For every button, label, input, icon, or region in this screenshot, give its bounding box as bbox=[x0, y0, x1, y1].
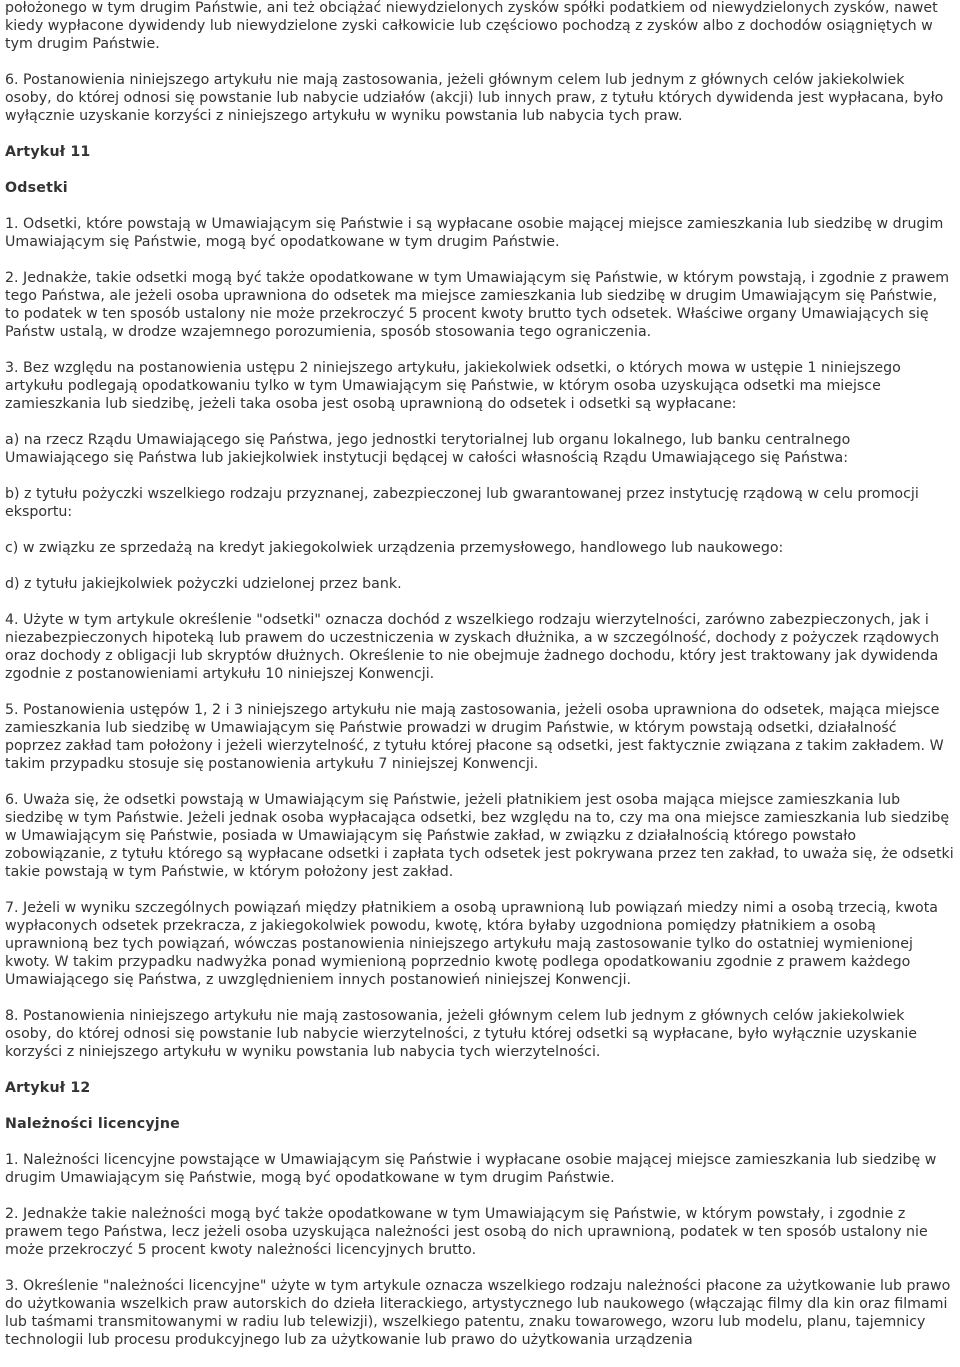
article-11-number: Artykuł 11 bbox=[5, 144, 91, 160]
article-12-paragraph-1: 1. Należności licencyjne powstające w Umawiającym się Państwie i wypłacane osobie mającej miejsce zamieszkania lub siedzibę w drugim Umawiającym się Państwie, mogą być opodatkowane w tym drugim Państwie. bbox=[5, 1152, 937, 1186]
article-12-title: Należności licencyjne bbox=[5, 1116, 180, 1132]
article-11-paragraph-8: 8. Postanowienia niniejszego artykułu nie mają zastosowania, jeżeli głównym celem lub jednym z głównych celów jakiekolwiek osoby, do której odnosi się powstanie lub nabycie wierzytelności, z tytułu której odsetki są wypłacane, było wyłącznie uzyskanie korzyści z niniejszego artykułu w wyniku powstania lub nabycia tych wierzytelności. bbox=[5, 1008, 918, 1060]
paragraph-dividends-6: 6. Postanowienia niniejszego artykułu nie mają zastosowania, jeżeli głównym celem lub jednym z głównych celów jakiekolwiek osoby, do której odnosi się powstanie lub nabycie udziałów (akcji) lub innych praw, z tytułu których dywidenda jest wypłacana, było wyłącznie uzyskanie korzyści z niniejszego artykułu w wyniku powstania lub nabycia tych praw. bbox=[5, 72, 944, 124]
article-11-paragraph-5: 5. Postanowienia ustępów 1, 2 i 3 niniejszego artykułu nie mają zastosowania, jeżeli osoba uprawniona do odsetek, mająca miejsce zamieszkania lub siedzibę w Umawiającym się Państwie prowadzi w drugim Państwie, w którym powstają odsetki, działalność poprzez zakład tam położony i jeżeli wierzytelność, z tytułu której płacone są odsetki, jest faktycznie związana z takim zakładem. W takim przypadku stosuje się postanowienia artykułu 7 niniejszej Konwencji. bbox=[5, 702, 944, 772]
article-11-point-a: a) na rzecz Rządu Umawiającego się Państwa, jego jednostki terytorialnej lub organu lokalnego, lub banku centralnego Umawiającego się Państwa lub jakiejkolwiek instytucji będącej w całości własnością Rządu Umawiającego się Państwa: bbox=[5, 432, 851, 466]
article-11-paragraph-7: 7. Jeżeli w wyniku szczególnych powiązań między płatnikiem a osobą uprawnioną lub powiązań miedzy nimi a osobą trzecią, kwota wypłaconych odsetek przekracza, z jakiegokolwiek powodu, kwotę, która byłaby uzgodniona pomiędzy płatnikiem a osobą uprawnioną bez tych powiązań, wówczas postanowienia niniejszego artykułu mają zastosowanie tylko do ostatniej wymienionej kwoty. W takim przypadku nadwyżka ponad wymienioną poprzednio kwotę podlega opodatkowaniu zgodnie z prawem każdego Umawiającego się Państwa, z uwzględnieniem innych postanowień niniejszej Konwencji. bbox=[5, 900, 938, 988]
article-12-paragraph-2: 2. Jednakże takie należności mogą być także opodatkowane w tym Umawiającym się Państwie, w którym powstały, i zgodnie z prawem tego Państwa, lecz jeżeli osoba uzyskująca należności jest osobą do nich uprawnioną, podatek w ten sposób ustalony nie może przekroczyć 5 procent kwoty należności licencyjnych brutto. bbox=[5, 1206, 928, 1258]
article-11-title: Odsetki bbox=[5, 180, 68, 196]
article-11-point-b: b) z tytułu pożyczki wszelkiego rodzaju przyznanej, zabezpieczonej lub gwarantowanej przez instytucję rządową w celu promocji eksportu: bbox=[5, 486, 919, 520]
article-11-paragraph-2: 2. Jednakże, takie odsetki mogą być także opodatkowane w tym Umawiającym się Państwie, w którym powstają, i zgodnie z prawem tego Państwa, ale jeżeli osoba uprawniona do odsetek ma miejsce zamieszkania lub siedzibę w drugim Umawiającym się Państwie, to podatek w ten sposób ustalony nie może przekroczyć 5 procent kwoty brutto tych odsetek. Właściwe organy Umawiających się Państw ustalą, w drodze wzajemnego porozumienia, sposób stosowania tego ograniczenia. bbox=[5, 270, 950, 340]
article-11-point-c: c) w związku ze sprzedażą na kredyt jakiegokolwiek urządzenia przemysłowego, handlowego lub naukowego: bbox=[5, 540, 784, 556]
article-12-number: Artykuł 12 bbox=[5, 1080, 91, 1096]
article-11-paragraph-1: 1. Odsetki, które powstają w Umawiającym się Państwie i są wypłacane osobie mającej miejsce zamieszkania lub siedzibę w drugim Umawiającym się Państwie, mogą być opodatkowane w tym drugim Państwie. bbox=[5, 216, 944, 250]
article-11-paragraph-3: 3. Bez względu na postanowienia ustępu 2 niniejszego artykułu, jakiekolwiek odsetki, o których mowa w ustępie 1 niniejszego artykułu podlegają opodatkowaniu tylko w tym Umawiającym się Państwie, w którym osoba uzyskująca odsetki ma miejsce zamieszkania lub siedzibę, jeżeli taka osoba jest osobą uprawnioną do odsetek i odsetki są wypłacane: bbox=[5, 360, 901, 412]
article-12-paragraph-3: 3. Określenie "należności licencyjne" użyte w tym artykule oznacza wszelkiego rodzaju należności płacone za użytkowanie lub prawo do użytkowania wszelkich praw autorskich do dzieła literackiego, artystycznego lub naukowego (włączając filmy dla kin oraz filmami lub taśmami transmitowanymi w radiu lub telewizji), wszelkiego patentu, znaku towarowego, wzoru lub modelu, planu, tajemnicy technologii lub procesu produkcyjnego lub za użytkowanie lub prawo do użytkowania urządzenia bbox=[5, 1278, 951, 1348]
paragraph-dividends-continuation: położonego w tym drugim Państwie, ani też obciążać niewydzielonych zysków spółki podatkiem od niewydzielonych zysków, nawet kiedy wypłacone dywidendy lub niewydzielone zyski całkowicie lub częściowo pochodzą z zysków albo z dochodów osiągniętych w tym drugim Państwie. bbox=[5, 0, 938, 52]
document-page bbox=[5, 0, 955, 1367]
article-11-paragraph-6: 6. Uważa się, że odsetki powstają w Umawiającym się Państwie, jeżeli płatnikiem jest osoba mająca miejsce zamieszkania lub siedzibę w tym Państwie. Jeżeli jednak osoba wypłacająca odsetki, bez względu na to, czy ma ona miejsce zamieszkania lub siedzibę w Umawiającym się Państwie, posiada w Umawiającym się Państwie zakład, w związku z działalnością którego powstało zobowiązanie, z tytułu którego są wypłacane odsetki i zapłata tych odsetek jest pokrywana przez ten zakład, to uważa się, że odsetki takie powstają w tym Państwie, w którym położony jest zakład. bbox=[5, 792, 954, 880]
article-11 bbox=[5, 143, 955, 1061]
article-11-paragraph-4: 4. Użyte w tym artykule określenie "odsetki" oznacza dochód z wszelkiego rodzaju wierzytelności, zarówno zabezpieczonych, jak i niezabezpieczonych hipoteką lub prawem do uczestniczenia w zyskach dłużnika, a w szczególność, dochody z pożyczek rządowych oraz dochody z obligacji lub skryptów dłużnych. Określenie to nie obejmuje żadnego dochodu, który jest traktowany jak dywidenda zgodnie z postanowieniami artykułu 10 niniejszej Konwencji. bbox=[5, 612, 940, 682]
article-12 bbox=[5, 1079, 955, 1349]
article-11-point-d: d) z tytułu jakiejkolwiek pożyczki udzielonej przez bank. bbox=[5, 576, 402, 592]
